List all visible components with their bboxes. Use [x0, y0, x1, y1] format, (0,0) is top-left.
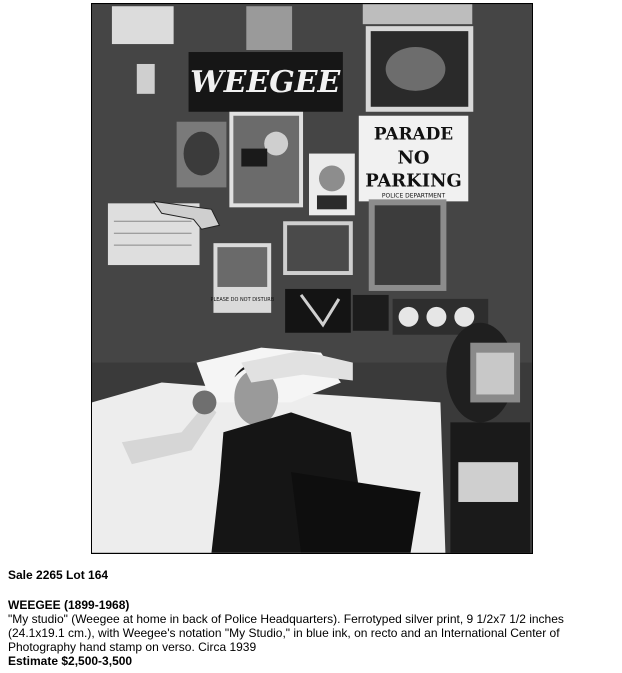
svg-text:POLICE DEPARTMENT: POLICE DEPARTMENT [381, 192, 446, 200]
sale-lot-number: Sale 2265 Lot 164 [8, 568, 109, 582]
svg-text:PARADE: PARADE [373, 123, 454, 144]
lot-caption [8, 568, 614, 668]
weegee-sign [189, 52, 343, 112]
svg-text:PLEASE DO NOT DISTURB: PLEASE DO NOT DISTURB [210, 296, 275, 303]
lot-description: "My studio" (Weegee at home in back of Police Headquarters). Ferrotyped silver print, 9 1/2x7 1/2 inches (24.1x19.1 cm.), with Weegee's notation "My Studio," in blue ink, on recto and an International Center of Photography hand stamp on verso. Circa 1939 [8, 612, 564, 654]
lot-photograph [91, 3, 533, 554]
svg-text:PARKING: PARKING [365, 170, 462, 192]
artist-name: WEEGEE (1899-1968) [8, 598, 130, 612]
svg-text:NO: NO [397, 147, 430, 169]
lot-estimate: Estimate $2,500-3,500 [8, 654, 133, 668]
parade-no-parking-sign [359, 116, 469, 202]
svg-text:WEEGEE: WEEGEE [190, 64, 341, 100]
